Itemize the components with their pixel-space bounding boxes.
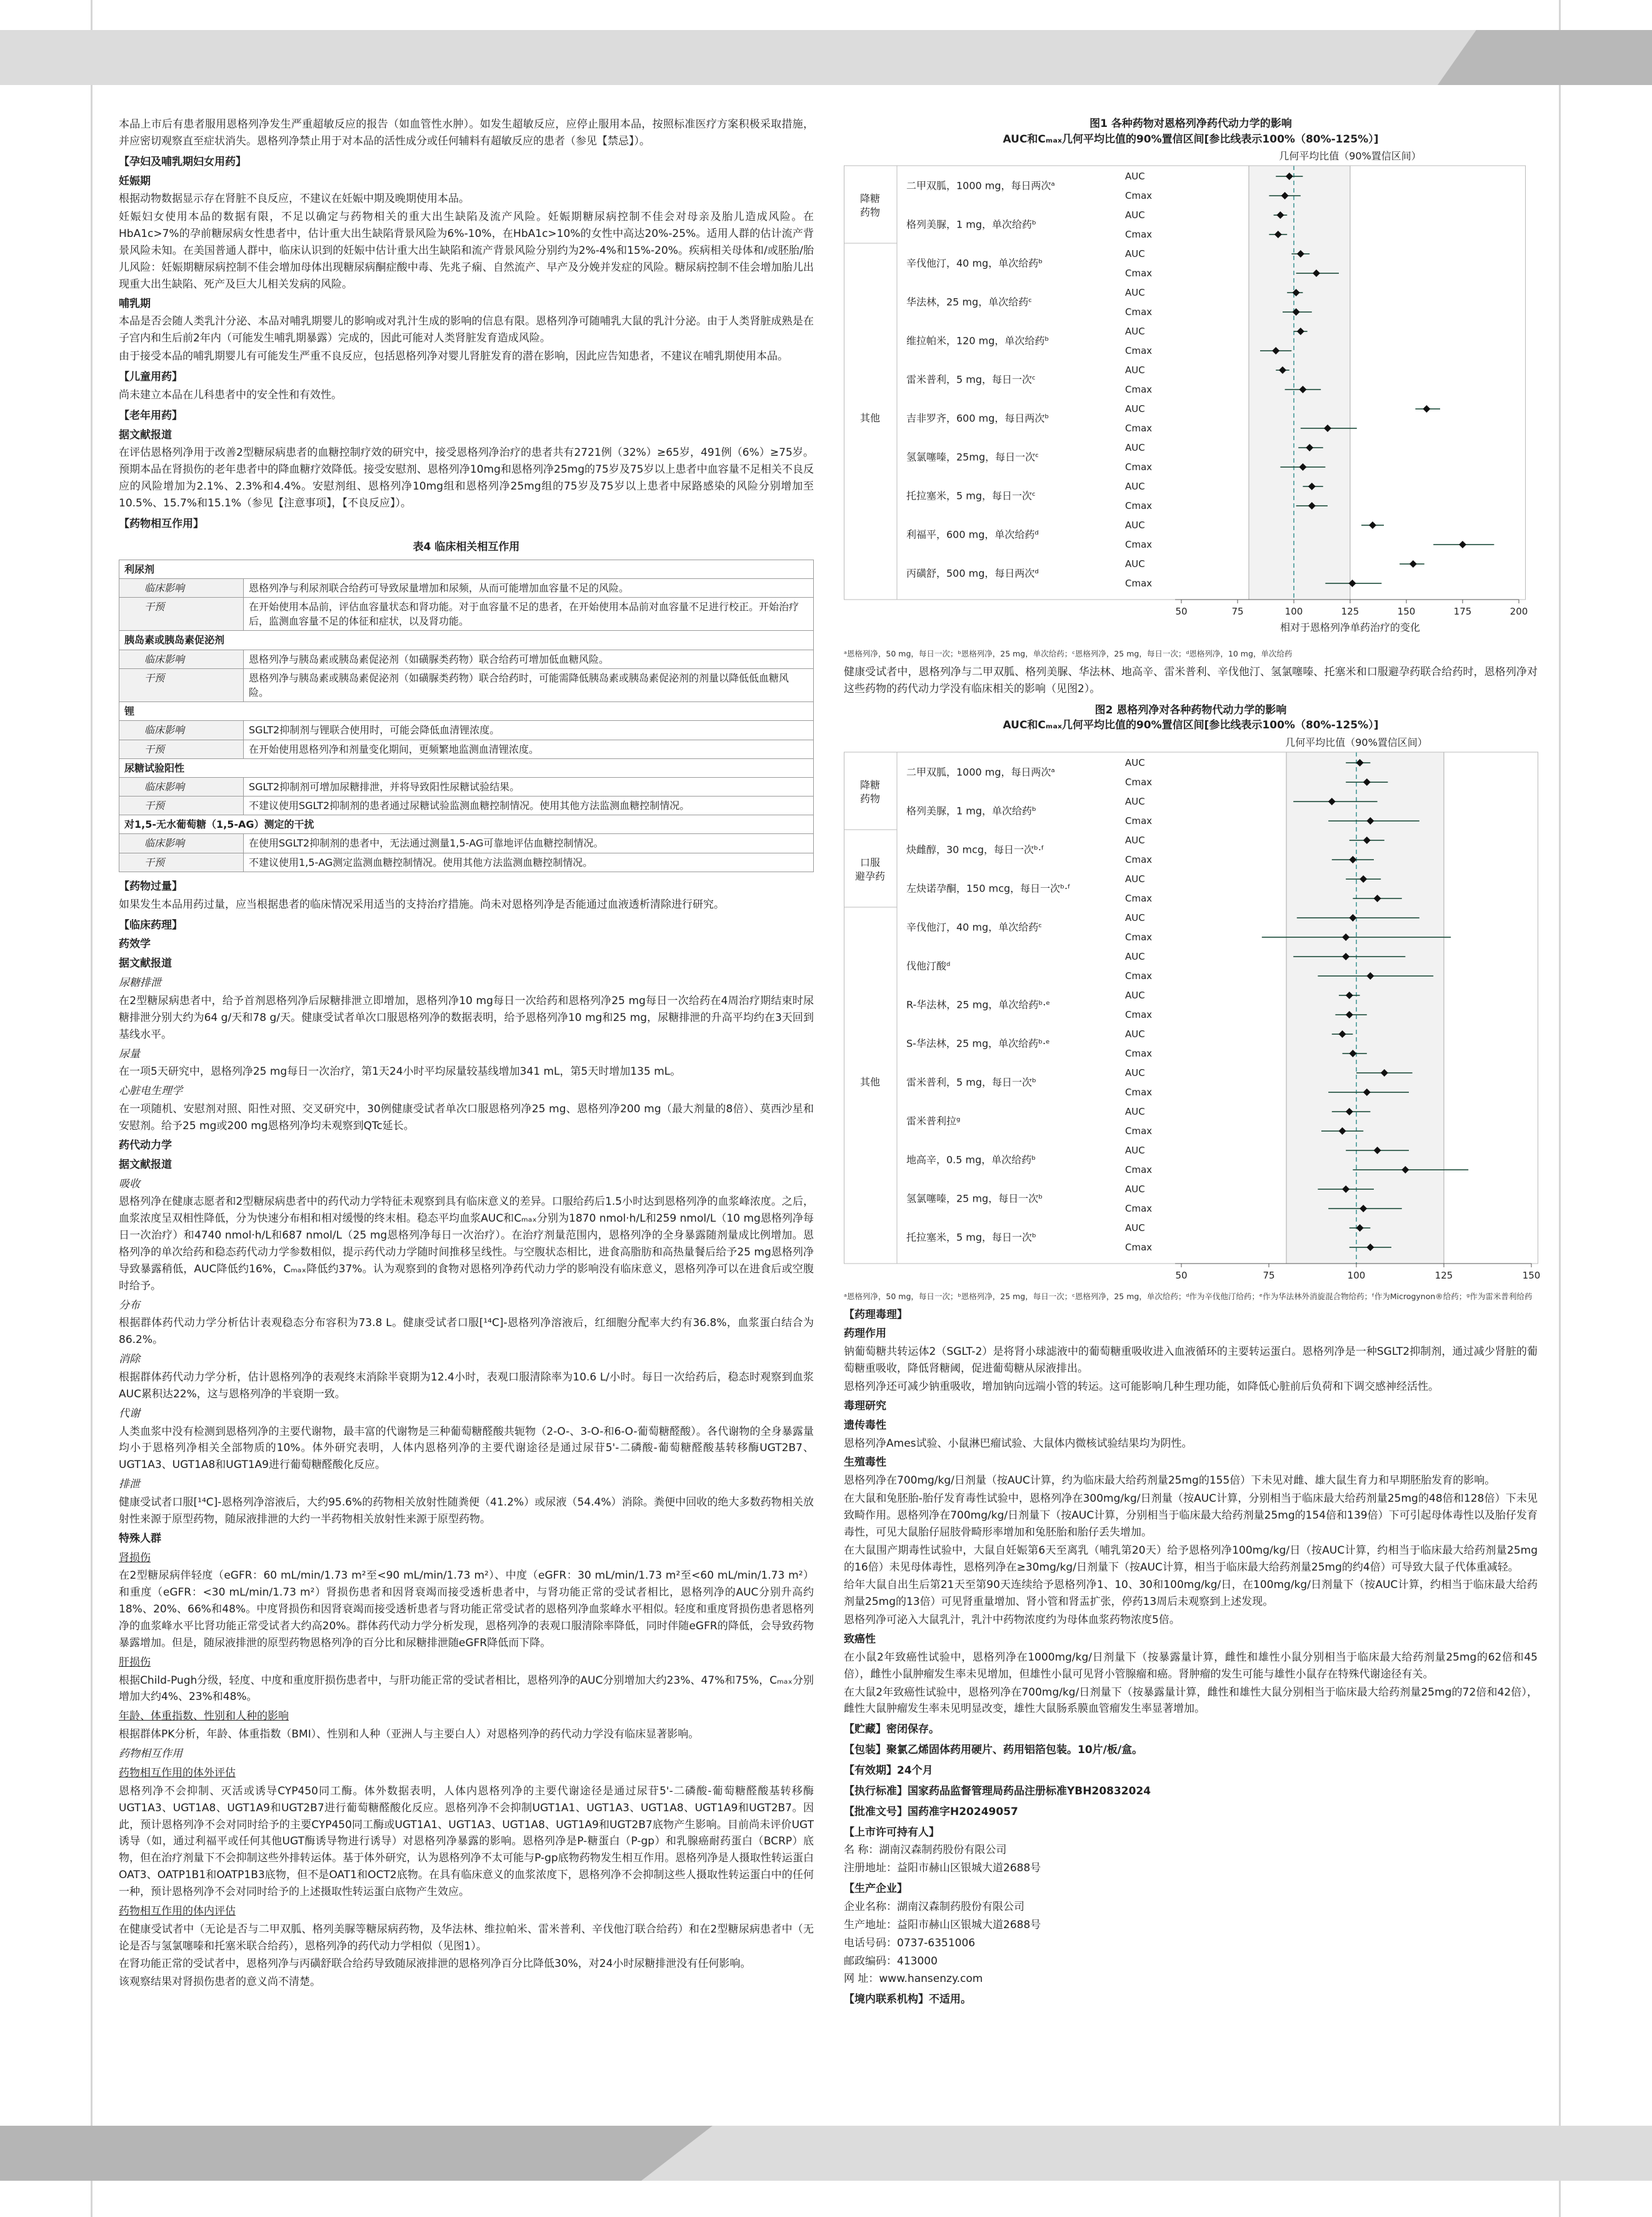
x-tick-label: 100: [1347, 1269, 1366, 1281]
section-heading: 【药物相互作用】: [119, 517, 204, 530]
section-heading: 【上市许可持有人】: [844, 1826, 939, 1839]
auc-label: AUC: [1125, 171, 1145, 183]
paragraph: 在健康受试者中（无论是否与二甲双胍、格列美脲等糖尿病药物，及华法林、维拉帕米、雷米普利、辛伐他汀联合给药）和在2型糖尿病患者中（无论是否与氢氯噻嗪和托塞米联合给药），恩格列净的药代动力学相似（见图1）。: [119, 1923, 814, 1953]
x-tick-label: 175: [1453, 606, 1472, 618]
auc-label: AUC: [1125, 873, 1145, 885]
paragraph: 恩格列净可泌入大鼠乳汁，乳汁中药物浓度约为母体血浆药物浓度5倍。: [844, 1614, 1180, 1627]
table-row: [119, 777, 814, 796]
cmax-label: Cmax: [1125, 970, 1153, 982]
paragraph: 根据群体药代动力学分析估计表观稳态分布容积为73.8 L。健康受试者口服[¹⁴C]-恩格列净溶液后，红细胞分配率大约有36.8%，血浆蛋白结合为86.2%。: [119, 1317, 814, 1347]
auc-label: AUC: [1125, 950, 1145, 962]
drug-label: 炔雌醇，30 mcg，每日一次ᵇ·ᶠ: [906, 843, 1044, 856]
auc-label: AUC: [1125, 834, 1145, 846]
cmax-label: Cmax: [1125, 1164, 1153, 1175]
paragraph: 在一项5天研究中，恩格列净25 mg每日一次治疗，第1天24小时平均尿量较基线增加341 mL，第5天时增加135 mL。: [119, 1065, 681, 1078]
italic-heading: 代谢: [119, 1407, 140, 1420]
row-value: 不建议使用SGLT2抑制剂的患者通过尿糖试验监测血糖控制情况。使用其他方法监测血糖控制情况。: [244, 797, 814, 815]
cmax-label: Cmax: [1125, 1202, 1153, 1214]
subheading: 哺乳期: [119, 297, 151, 310]
paragraph: 钠葡萄糖共转运体2（SGLT-2）是将肾小球滤液中的葡萄糖重吸收进入血液循环的主要转运蛋白。恩格列净是一种SGLT2抑制剂，通过减少肾脏的葡萄糖重吸收，降低肾糖阈，促进葡萄糖从尿液排出。: [844, 1345, 1538, 1375]
subheading: 药理作用: [844, 1327, 886, 1340]
left-column: [119, 116, 814, 1992]
row-key: 临床影响: [119, 578, 244, 597]
underlined-heading: 肾损伤: [119, 1551, 151, 1564]
group-label: 降糖: [859, 778, 881, 791]
paragraph: 尚未建立本品在儿科患者中的安全性和有效性。: [119, 388, 342, 401]
table-row: [119, 631, 814, 650]
cmax-label: Cmax: [1125, 190, 1153, 202]
table-row: [119, 560, 814, 578]
reference-band: [1286, 752, 1444, 1264]
auc-label: AUC: [1125, 442, 1145, 454]
drug-label: 雷米普利，5 mg，每日一次ᶜ: [906, 373, 1036, 386]
row-key: 干预: [119, 598, 244, 631]
auc-label: AUC: [1125, 1222, 1145, 1234]
figure1-subtitle: AUC和Cₘₐₓ几何平均比值的90%置信区间[参比线表示100%（80%-125%）]: [1003, 133, 1379, 146]
paragraph: 健康受试者中，恩格列净与二甲双胍、格列美脲、华法林、地高辛、雷米普利、辛伐他汀、氢氯噻嗪、托塞米和口服避孕药联合给药时，恩格列净对这些药物的药代动力学没有临床相关的影响（见图2）。: [844, 665, 1538, 695]
drug-label: 氢氯噻嗪，25 mg，每日一次ᵇ: [906, 1192, 1043, 1205]
x-tick-label: 200: [1509, 606, 1528, 618]
paragraph: 恩格列净不会抑制、灭活或诱导CYP450同工酶。体外数据表明，人体内恩格列净的主要代谢途径是通过尿苷5'-二磷酸-葡萄糖醛酸基转移酶UGT1A3、UGT1A8、UGT1A9和UGT2B7进行葡萄糖醛酸化反应。恩格列净不会抑制UGT1A1、UGT1A3、UGT1A8、UGT1A9和UGT2B7。因此，预计恩格列净不会对同时给予的主要CYP450同工酶或UGT1A1、UGT1A3、UGT1A8、UGT1A9和UGT2B7底物产生影响。目前尚未评价UGT诱导（如，通过利福平或任何其他UGT酶诱导物进行诱导）对恩格列净暴露的影响。恩格列净是P-糖蛋白（P-gp）和乳腺癌耐药蛋白（BCRP）底物，但在治疗剂量下不会抑制这些外排转运体。基于体外研究，认为恩格列净不太可能与P-gp底物药物发生相互作用。恩格列净是人摄取性转运蛋白OAT3、OATP1B1和OATP1B3底物，但不是OAT1和OCT2底物。在具有临床意义的血浆浓度下，恩格列净不会抑制这些人摄取性转运蛋白中的任何一种，预计恩格列净不会对同时给予的上述摄取性转运蛋白底物产生效应。: [119, 1784, 814, 1898]
plot-header: 几何平均比值（90%置信区间）: [1279, 150, 1421, 163]
drug-label: 丙磺舒，500 mg，每日两次ᵈ: [906, 567, 1039, 580]
group-name: 锂: [119, 702, 814, 721]
subheading: 药效学: [119, 938, 151, 951]
x-axis-label: 相对于恩格列净单药治疗的变化: [1279, 621, 1421, 634]
table-row: [119, 797, 814, 815]
drug-label: 地高辛，0.5 mg，单次给药ᵇ: [906, 1154, 1036, 1166]
x-tick-label: 125: [1341, 606, 1359, 618]
auc-label: AUC: [1125, 209, 1145, 221]
section-heading: 【儿童用药】: [119, 371, 183, 384]
maker-phone: 电话号码：0737-6351006: [844, 1936, 976, 1949]
figure1-title: 图1 各种药物对恩格列净药代动力学的影响: [1089, 118, 1292, 130]
drug-label: R-华法林，25 mg，单次给药ᵇ·ᵉ: [906, 998, 1051, 1011]
maker-website[interactable]: 网 址：www.hansenzy.com: [844, 1973, 983, 1986]
drug-label: 左炔诺孕酮，150 mcg，每日一次ᵇ·ᶠ: [906, 882, 1071, 895]
underlined-heading: 年龄、体重指数、性别和人种的影响: [119, 1710, 289, 1723]
table-row: [119, 650, 814, 668]
cmax-label: Cmax: [1125, 1047, 1153, 1059]
table-row: [119, 578, 814, 597]
table-row: [119, 815, 814, 834]
group-name: 尿糖试验阳性: [119, 758, 814, 777]
paragraph: 该观察结果对肾损伤患者的意义尚不清楚。: [119, 1976, 321, 1989]
cmax-label: Cmax: [1125, 1241, 1153, 1253]
table-row: [119, 598, 814, 631]
top-banner: [0, 30, 1652, 85]
paragraph: 在评估恩格列净用于改善2型糖尿病患者的血糖控制疗效的研究中，接受恩格列净治疗的患者共有2721例（32%）≥65岁，491例（6%）≥75岁。预期本品在肾损伤的老年患者中的降血糖疗效降低。接受安慰剂、恩格列净10mg和恩格列净25mg的75岁及75岁以上患者中血容量不足相关不良反应的风险增加为2.1%、2.3%和4.4%。安慰剂组、恩格列净10mg组和恩格列净25mg组的75岁及75岁以上患者中尿路感染的风险分别增加至10.5%、15.7%和15.1%（参见【注意事项】，【不良反应】）。: [119, 446, 814, 510]
paragraph: 根据群体药代动力学分析，估计恩格列净的表观终末消除半衰期为12.4小时，表观口服清除率为10.6 L/小时。每日一次给药后，稳态时观察到血浆AUC累积达22%，这与恩格列净的半衰期一致。: [119, 1371, 814, 1400]
paragraph: 人类血浆中没有检测到恩格列净的主要代谢物，最丰富的代谢物是三种葡萄糖醛酸共轭物（2-O-、3-O-和6-O-葡萄糖醛酸）。各代谢物的全身暴露量均小于恩格列净相关全部物质的10%。体外研究表明，人体内恩格列净的主要代谢途径是通过尿苷5'-二磷酸-葡萄糖醛酸基转移酶UGT2B7、UGT1A3、UGT1A8和UGT1A9进行葡萄糖醛酸化反应。: [119, 1425, 814, 1472]
row-value: SGLT2抑制剂与锂联合使用时，可能会降低血清锂浓度。: [244, 721, 814, 740]
group-label: 其他: [859, 1075, 881, 1088]
subheading: 致癌性: [844, 1632, 876, 1646]
subheading: 特殊人群: [119, 1532, 161, 1545]
approval-line: 【批准文号】国药准字H20249057: [844, 1805, 1018, 1818]
auc-label: AUC: [1125, 558, 1145, 570]
drug-label: 雷米普利拉ᵍ: [906, 1115, 961, 1127]
cmax-label: Cmax: [1125, 500, 1153, 512]
paragraph: 根据群体PK分析，年龄、体重指数（BMI）、性别和人种（亚洲人与主要白人）对恩格列净的药代动力学没有临床显著影响。: [119, 1728, 699, 1741]
underlined-heading: 药物相互作用的体内评估: [119, 1904, 236, 1918]
reference-band: [1249, 166, 1350, 600]
italic-heading: 尿糖排泄: [119, 977, 161, 990]
contact-line: 【境内联系机构】不适用。: [844, 1993, 971, 2006]
cmax-label: Cmax: [1125, 1086, 1153, 1098]
holder-name: 名 称：湖南汉森制药股份有限公司: [844, 1844, 1007, 1857]
italic-heading: 吸收: [119, 1177, 140, 1190]
auc-label: AUC: [1125, 1144, 1145, 1156]
paragraph: 本品是否会随人类乳汁分泌、本品对哺乳期婴儿的影响或对乳汁生成的影响的信息有限。恩格列净可随哺乳大鼠的乳汁分泌。由于人类肾脏成熟是在子宫内和生后前2年内（可能发生哺乳期暴露）完成的，因此可能对人类肾脏发育造成风险。: [119, 315, 814, 345]
cmax-label: Cmax: [1125, 1008, 1153, 1020]
row-key: 干预: [119, 853, 244, 872]
bottom-banner-accent: [0, 2126, 713, 2181]
table-caption: 表4 临床相关相互作用: [413, 540, 520, 553]
paragraph: 恩格列净Ames试验、小鼠淋巴瘤试验、大鼠体内微核试验结果均为阴性。: [844, 1437, 1193, 1450]
underlined-heading: 药物相互作用的体外评估: [119, 1766, 236, 1779]
auc-point: [1409, 560, 1417, 568]
italic-heading: 分布: [119, 1299, 140, 1312]
auc-label: AUC: [1125, 326, 1145, 338]
cmax-label: Cmax: [1125, 306, 1153, 318]
paragraph: 根据Child-Pugh分级，轻度、中度和重度肝损伤患者中，与肝功能正常的受试者相比，恩格列净的AUC分别增加大约23%、47%和75%，Cₘₐₓ分别增加大约4%、23%和48%。: [119, 1674, 814, 1704]
figure1-footnote: ᵃ恩格列净，50 mg，每日一次；ᵇ恩格列净，25 mg，单次给药；ᶜ恩格列净，25 mg，每日一次；ᵈ恩格列净，10 mg，单次给药: [844, 649, 1293, 659]
group-label: 口服: [859, 856, 881, 868]
row-value: 不建议使用1,5-AG测定监测血糖控制情况。使用其他方法监测血糖控制情况。: [244, 853, 814, 872]
cmax-label: Cmax: [1125, 268, 1153, 279]
x-tick-label: 125: [1434, 1269, 1453, 1281]
drug-label: 雷米普利，5 mg，每日一次ᵇ: [906, 1076, 1036, 1088]
x-tick-label: 150: [1397, 606, 1416, 618]
paragraph: 本品上市后有患者服用恩格列净发生严重超敏反应的报告（如血管性水肿）。如发生超敏反应，应停止服用本品，按照标准医疗方案积极采取措施，并应密切观察直至症状消失。恩格列净禁止用于对本品的活性成分或任何辅料有超敏反应的患者（参见【禁忌】）。: [119, 118, 814, 148]
holder-address: 注册地址：益阳市赫山区银城大道2688号: [844, 1862, 1041, 1875]
auc-label: AUC: [1125, 1067, 1145, 1078]
paragraph: 如果发生本品用药过量，应当根据患者的临床情况采用适当的支持治疗措施。尚未对恩格列净是否能通过血液透析清除进行研究。: [119, 898, 724, 911]
plot-header: 几何平均比值（90%置信区间）: [1285, 736, 1428, 748]
drug-label: 辛伐他汀，40 mg，单次给药ᶜ: [906, 921, 1043, 933]
section-heading: 【药理毒理】: [844, 1308, 908, 1321]
figure2-title: 图2 恩格列净对各种药物代动力学的影响: [1094, 703, 1287, 716]
group-name: 利尿剂: [119, 560, 814, 578]
validity-line: 【有效期】24个月: [844, 1764, 933, 1777]
subheading: 妊娠期: [119, 174, 151, 188]
italic-heading: 药物相互作用: [119, 1747, 183, 1761]
group-label: 降糖: [859, 193, 881, 205]
subheading: 据文献报道: [119, 428, 172, 441]
cmax-label: Cmax: [1125, 815, 1153, 827]
figure2-footnote: ᵃ恩格列净，50 mg，每日一次；ᵇ恩格列净，25 mg，每日一次；ᶜ恩格列净，25 mg，单次给药；ᵈ作为辛伐他汀给药；ᵉ作为华法林外消旋混合物给药；ᶠ作为Microgynon®给药；ᵍ作为雷米普利给药: [844, 1291, 1533, 1301]
italic-heading: 尿量: [119, 1047, 140, 1060]
paragraph: 在2型糖尿病患者中，给予首剂恩格列净后尿糖排泄立即增加，恩格列净10 mg每日一次给药和恩格列净25 mg每日一次给药在4周治疗期结束时尿糖排泄分别大约为64 g/天和78 g/天。健康受试者单次口服恩格列净的数据表明，给予恩格列净10 mg和25 mg，尿糖排泄的升高平均约在3天回到基线水平。: [119, 994, 814, 1041]
table-row: [119, 702, 814, 721]
x-tick-label: 100: [1284, 606, 1303, 618]
group-label: 避孕药: [854, 870, 886, 882]
drug-label: S-华法林，25 mg，单次给药ᵇ·ᵉ: [906, 1037, 1050, 1050]
paragraph: 恩格列净在700mg/kg/日剂量（按AUC计算，约为临床最大给药剂量25mg的155倍）下未见对雌、雄大鼠生育力和早期胚胎发育的影响。: [844, 1474, 1496, 1487]
row-value: 在开始使用本品前，评估血容量状态和肾功能。对于血容量不足的患者，在开始使用本品前对血容量不足进行校正。开始治疗后，监测血容量不足的体征和症状，以及肾功能。: [244, 598, 814, 631]
auc-label: AUC: [1125, 520, 1145, 531]
cmax-label: Cmax: [1125, 1125, 1153, 1137]
interaction-table: [119, 536, 814, 872]
drug-label: 利福平，600 mg，单次给药ᵈ: [906, 528, 1039, 541]
section-heading: 【生产企业】: [844, 1883, 908, 1896]
italic-heading: 消除: [119, 1353, 140, 1366]
maker-zip: 邮政编码：413000: [844, 1954, 938, 1968]
cmax-label: Cmax: [1125, 931, 1153, 943]
drug-label: 托拉塞米，5 mg，每日一次ᵇ: [906, 1231, 1036, 1244]
x-tick-label: 50: [1175, 606, 1188, 618]
cmax-point: [1459, 541, 1466, 548]
cmax-label: Cmax: [1125, 892, 1153, 904]
auc-label: AUC: [1125, 795, 1145, 807]
cmax-label: Cmax: [1125, 423, 1153, 435]
subheading: 毒理研究: [844, 1399, 886, 1412]
figure1-forest-plot: [844, 147, 1538, 641]
cmax-label: Cmax: [1125, 578, 1153, 590]
row-key: 临床影响: [119, 834, 244, 853]
table-row: [119, 834, 814, 853]
auc-label: AUC: [1125, 403, 1145, 415]
paragraph: 健康受试者口服[¹⁴C]-恩格列净溶液后，大约95.6%的药物相关放射性随粪便（41.2%）或尿液（54.4%）消除。粪便中回收的绝大多数药物相关放射性来源于原型药物，随尿液排泄的大约一半药物相关放射性来源于原型药物。: [119, 1496, 814, 1526]
figure2-forest-plot: [844, 733, 1541, 1284]
row-value: 恩格列净与胰岛素或胰岛素促泌剂（如磺脲类药物）联合给药可增加低血糖风险。: [244, 650, 814, 668]
underlined-heading: 肝损伤: [119, 1656, 151, 1669]
table-row: [119, 758, 814, 777]
drug-label: 维拉帕米，120 mg，单次给药ᵇ: [906, 334, 1049, 347]
paragraph: 在一项随机、安慰剂对照、阳性对照、交叉研究中，30例健康受试者单次口服恩格列净25 mg、恩格列净200 mg（最大剂量的8倍）、莫西沙星和安慰剂。给予25 mg或200 mg恩格列净均未观察到QTc延长。: [119, 1103, 814, 1132]
cmax-label: Cmax: [1125, 229, 1153, 241]
table-row: [119, 740, 814, 758]
paragraph: 在2型糖尿病伴轻度（eGFR：60 mL/min/1.73 m²至<90 mL/min/1.73 m²）、中度（eGFR：30 mL/min/1.73 m²至<60 mL/min/1.73 m²）和重度（eGFR：<30 mL/min/1.73 m²）肾损伤患者和因肾衰竭而接受透析患者中，与肾功能正常的受试者相比，恩格列净的AUC分别升高约18%、20%、66%和48%。中度肾损伤和因肾衰竭而接受透析患者与肾功能正常受试者的恩格列净血浆峰水平相似。轻度和重度肾损伤患者恩格列净的血浆峰水平比肾功能正常受试者大约高20%。群体药代动力学分析发现，恩格列净的表观口服清除率降低，同时伴随eGFR的降低，会导致药物暴露增加。但是，随尿液排泄的原型药物恩格列净的百分比和尿糖排泄随eGFR降低而下降。: [119, 1569, 814, 1649]
section-heading: 【老年用药】: [119, 409, 183, 422]
paragraph: 在大鼠2年致癌性试验中，恩格列净在700mg/kg/日剂量下（按暴露量计算，雌性和雄性大鼠分别相当于临床最大给药剂量25mg的72倍和42倍），雌性大鼠肿瘤发生率未见明显改变，雄性大鼠肠系膜血管瘤发生率显著增加。: [844, 1686, 1538, 1716]
row-value: 在开始使用恩格列净和剂量变化期间，更频繁地监测血清锂浓度。: [244, 740, 814, 758]
row-value: 恩格列净与利尿剂联合给药可导致尿量增加和尿频，从而可能增加血容量不足的风险。: [244, 578, 814, 597]
table-row: [119, 853, 814, 872]
x-tick-label: 50: [1175, 1269, 1188, 1281]
section-heading: 【孕妇及哺乳期妇女用药】: [119, 155, 246, 168]
auc-label: AUC: [1125, 912, 1145, 923]
drug-label: 托拉塞米，5 mg，每日一次ᶜ: [906, 490, 1036, 502]
auc-label: AUC: [1125, 248, 1145, 260]
row-value: 在使用SGLT2抑制剂的患者中，无法通过测量1,5-AG可靠地评估血糖控制情况。: [244, 834, 814, 853]
paragraph: 根据动物数据显示存在肾脏不良反应，不建议在妊娠中期及晚期使用本品。: [119, 193, 469, 206]
table-row: [119, 668, 814, 701]
drug-label: 格列美脲，1 mg，单次给药ᵇ: [906, 805, 1036, 817]
subheading: 据文献报道: [119, 1158, 172, 1171]
group-label: 其他: [859, 412, 881, 425]
x-tick-label: 75: [1231, 606, 1244, 618]
cmax-label: Cmax: [1125, 776, 1153, 788]
cmax-label: Cmax: [1125, 461, 1153, 473]
drug-label: 氢氯噻嗪，25mg，每日一次ᶜ: [906, 451, 1039, 463]
paragraph: 妊娠妇女使用本品的数据有限，不足以确定与药物相关的重大出生缺陷及流产风险。妊娠期糖尿病控制不佳会对母亲及胎儿造成风险。在HbA1c>7%的孕前糖尿病女性患者中，估计重大出生缺陷背景风险为6%-10%，在HbA1c>10%的女性中高达20%-25%。适用人群的估计流产背景风险未知。在美国普通人群中，临床认识到的妊娠中估计重大出生缺陷和流产背景风险分别约为2%-4%和15%-20%。疾病相关母体和/或胚胎/胎儿风险：妊娠期糖尿病控制不佳会增加母体出现糖尿病酮症酸中毒、先兆子痫、自然流产、早产及分娩并发症的风险。糖尿病控制不佳会增加胎儿出现重大出生缺陷、死产及巨大儿相关发病的风险。: [119, 211, 814, 291]
section-heading: 【药物过量】: [119, 880, 183, 893]
package-line: 【包装】聚氯乙烯固体药用硬片、药用铝箔包装。10片/板/盒。: [844, 1744, 1143, 1757]
row-key: 干预: [119, 668, 244, 701]
auc-label: AUC: [1125, 287, 1145, 299]
drug-label: 二甲双胍，1000 mg，每日两次ᵃ: [906, 179, 1055, 192]
auc-label: AUC: [1125, 364, 1145, 376]
drug-label: 吉非罗齐，600 mg，每日两次ᵇ: [906, 412, 1049, 425]
right-column: [844, 116, 1541, 2009]
maker-name: 企业名称：湖南汉森制药股份有限公司: [844, 1901, 1024, 1913]
maker-address: 生产地址：益阳市赫山区银城大道2688号: [844, 1918, 1041, 1931]
row-value: SGLT2抑制剂可增加尿糖排泄，并将导致阳性尿糖试验结果。: [244, 777, 814, 796]
italic-heading: 排泄: [119, 1478, 140, 1491]
drug-label: 伐他汀酸ᵈ: [906, 960, 951, 972]
frame-left-line: [91, 0, 93, 2217]
table-row: [119, 721, 814, 740]
row-value: 恩格列净与胰岛素或胰岛素促泌剂（如磺脲类药物）联合给药时，可能需降低胰岛素或胰岛素促泌剂的剂量以降低低血糖风险。: [244, 668, 814, 701]
subheading: 据文献报道: [119, 957, 172, 970]
figure2-subtitle: AUC和Cₘₐₓ几何平均比值的90%置信区间[参比线表示100%（80%-125%）]: [1003, 719, 1379, 732]
section-heading: 【临床药理】: [119, 918, 183, 932]
storage-line: 【贮藏】密闭保存。: [844, 1723, 939, 1736]
paragraph: 在肾功能正常的受试者中，恩格列净与丙磺舒联合给药导致随尿液排泄的恩格列净百分比降低30%，对24小时尿糖排泄没有任何影响。: [119, 1958, 751, 1971]
drug-label: 格列美脲，1 mg，单次给药ᵇ: [906, 218, 1036, 231]
drug-label: 华法林，25 mg，单次给药ᶜ: [906, 296, 1033, 308]
subheading: 遗传毒性: [844, 1419, 886, 1432]
paragraph: 恩格列净还可减少钠重吸收，增加钠向远端小管的转运。这可能影响几种生理功能，如降低心脏前后负荷和下调交感神经活性。: [844, 1380, 1439, 1393]
cmax-label: Cmax: [1125, 384, 1153, 396]
row-key: 干预: [119, 740, 244, 758]
row-key: 临床影响: [119, 721, 244, 740]
group-name: 胰岛素或胰岛素促泌剂: [119, 631, 814, 650]
italic-heading: 心脏电生理学: [119, 1085, 183, 1098]
subheading: 药代动力学: [119, 1139, 172, 1152]
paragraph: 给年大鼠自出生后第21天至第90天连续给予恩格列净1、10、30和100mg/kg/日，在100mg/kg/日剂量下（按AUC计算，约相当于临床最大给药剂量25mg的13倍）可见肾重量增加、肾小管和肾盂扩张，停药13周后未观察到上述发现。: [844, 1579, 1538, 1609]
paragraph: 由于接受本品的哺乳期婴儿有可能发生严重不良反应，包括恩格列净对婴儿肾脏发育的潜在影响，因此应告知患者，不建议在哺乳期使用本品。: [119, 350, 788, 363]
paragraph: 在小鼠2年致癌性试验中，恩格列净在1000mg/kg/日剂量下（按暴露量计算，雌性和雄性小鼠分别相当于临床最大给药剂量25mg的62倍和45倍），雌性小鼠肿瘤发生率未见增加，但雄性小鼠可见肾小管腺瘤和癌。肾肿瘤的发生可能与雄性小鼠存在特殊代谢途径有关。: [844, 1651, 1538, 1681]
drug-label: 辛伐他汀，40 mg，单次给药ᵇ: [906, 257, 1043, 269]
paragraph: 在大鼠围产期毒性试验中，大鼠自妊娠第6天至离乳（哺乳第20天）给予恩格列净100mg/kg/日（按AUC计算，约相当于临床最大给药剂量25mg的16倍）未见母体毒性，恩格列净在≥30mg/kg/日剂量下（按AUC计算，相当于临床最大给药剂量25mg的约4倍）可导致大鼠子代体重减轻。: [844, 1544, 1538, 1574]
auc-label: AUC: [1125, 989, 1145, 1001]
row-key: 临床影响: [119, 777, 244, 796]
x-tick-label: 75: [1263, 1269, 1275, 1281]
auc-label: AUC: [1125, 1105, 1145, 1117]
paragraph: 在大鼠和兔胚胎-胎仔发育毒性试验中，恩格列净在300mg/kg/日剂量（按AUC计算，分别相当于临床最大给药剂量25mg的48倍和128倍）下未见致畸作用。恩格列净在700mg/kg/日剂量下（按AUC计算，分别相当于临床最大给药剂量25mg的154倍和139倍）下可引起母体毒性以及胎仔发育毒性，可见大鼠胎仔屈肢骨畸形率增加和兔胚胎和胎仔丢失增加。: [844, 1492, 1538, 1539]
paragraph: 恩格列净在健康志愿者和2型糖尿病患者中的药代动力学特征未观察到具有临床意义的差异。口服给药后1.5小时达到恩格列净的血浆峰浓度。之后，血浆浓度呈双相性降低，分为快速分布相和相对缓慢的终末相。稳态平均血浆AUC和Cₘₐₓ分别为1870 nmol·h/L和259 nmol/L（10 mg恩格列净每日一次治疗）和4740 nmol·h/L和687 nmol/L（25 mg恩格列净每日一次治疗）。在治疗剂量范围内，恩格列净的全身暴露随剂量成比例增加。恩格列净的单次给药和稳态药代动力学参数相似，提示药代动力学随时间推移呈线性。与空腹状态相比，进食高脂肪和高热量餐后给予25 mg恩格列净导致暴露稍低，AUC降低约16%，Cₘₐₓ降低约37%。认为观察到的食物对恩格列净药代动力学的影响没有临床意义，恩格列净可以在进食后或空腹时给予。: [119, 1195, 814, 1292]
standard-line: 【执行标准】国家药品监督管理局药品注册标准YBH20832024: [844, 1784, 1151, 1797]
auc-point: [1423, 405, 1430, 413]
cmax-label: Cmax: [1125, 539, 1153, 551]
auc-label: AUC: [1125, 757, 1145, 768]
auc-label: AUC: [1125, 1183, 1145, 1195]
frame-right-line: [1559, 0, 1561, 2217]
subheading: 生殖毒性: [844, 1456, 886, 1469]
group-label: 药物: [859, 792, 881, 805]
cmax-label: Cmax: [1125, 853, 1153, 865]
auc-label: AUC: [1125, 1028, 1145, 1040]
row-key: 临床影响: [119, 650, 244, 668]
row-key: 干预: [119, 797, 244, 815]
x-tick-label: 150: [1522, 1269, 1541, 1281]
auc-label: AUC: [1125, 481, 1145, 493]
group-name: 对1,5-无水葡萄糖（1,5-AG）测定的干扰: [119, 815, 814, 834]
cmax-label: Cmax: [1125, 345, 1153, 357]
auc-point: [1369, 521, 1376, 529]
drug-label: 二甲双胍，1000 mg，每日两次ᵃ: [906, 766, 1055, 778]
group-label: 药物: [859, 206, 881, 219]
